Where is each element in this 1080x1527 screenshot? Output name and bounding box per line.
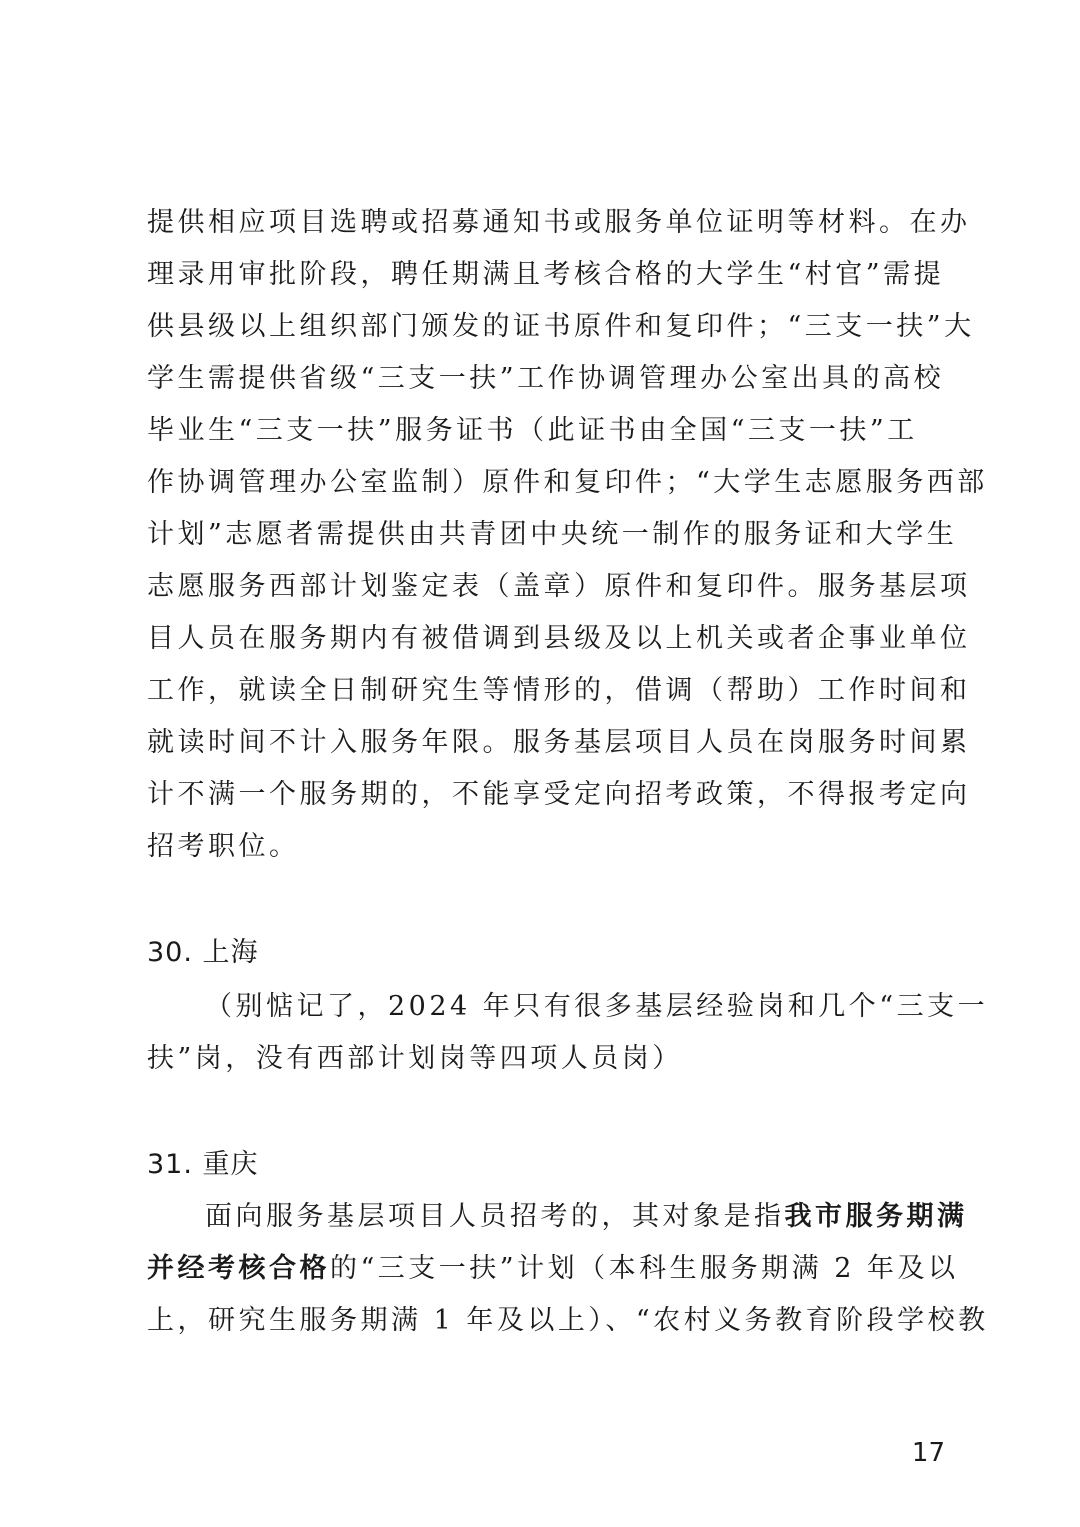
paragraph-line: 上，研究生服务期满 1 年及以上）、“农村义务教育阶段学校教 (147, 1305, 989, 1336)
paragraph-line: 就读时间不计入服务年限。服务基层项目人员在岗服务时间累 (147, 727, 971, 758)
page-number: 17 (911, 1438, 945, 1468)
normal-text: 面向服务基层项目人员招考的，其对象是指 (205, 1201, 785, 1232)
paragraph-line: 毕业生“三支一扶”服务证书（此证书由全国“三支一扶”工 (147, 415, 918, 446)
paragraph-line: 供县级以上组织部门颁发的证书原件和复印件；“三支一扶”大 (147, 311, 975, 342)
paragraph-line: 学生需提供省级“三支一扶”工作协调管理办公室出具的高校 (147, 363, 945, 394)
paragraph-line: 提供相应项目选聘或招募通知书或服务单位证明等材料。在办 (147, 207, 971, 238)
paragraph-line: 志愿服务西部计划鉴定表（盖章）原件和复印件。服务基层项 (147, 571, 971, 602)
paragraph-line: 目人员在服务期内有被借调到县级及以上机关或者企事业单位 (147, 623, 971, 654)
bold-text: 我市服务期满 (784, 1201, 968, 1232)
paragraph-line: 作协调管理办公室监制）原件和复印件；“大学生志愿服务西部 (147, 467, 988, 498)
paragraph-line: 扶”岗，没有西部计划岗等四项人员岗） (147, 1043, 683, 1074)
section-heading: 30. 上海 (147, 937, 259, 968)
bold-text: 并经考核合格 (147, 1253, 330, 1284)
paragraph-line: 计划”志愿者需提供由共青团中央统一制作的服务证和大学生 (147, 519, 958, 550)
normal-text: 的“三支一扶”计划（本科生服务期满 2 年及以 (330, 1253, 959, 1284)
paragraph-line (205, 1197, 1005, 1237)
paragraph-line: 招考职位。 (147, 831, 300, 862)
paragraph-line: 计不满一个服务期的，不能享受定向招考政策，不得报考定向 (147, 779, 971, 810)
section-heading: 31. 重庆 (147, 1149, 259, 1180)
paragraph-line: 工作，就读全日制研究生等情形的，借调（帮助）工作时间和 (147, 675, 971, 706)
paragraph-line: 理录用审批阶段，聘任期满且考核合格的大学生“村官”需提 (147, 259, 945, 290)
paragraph-line (147, 1249, 959, 1289)
paragraph-line: （别惦记了，2024 年只有很多基层经验岗和几个“三支一 (205, 991, 989, 1022)
